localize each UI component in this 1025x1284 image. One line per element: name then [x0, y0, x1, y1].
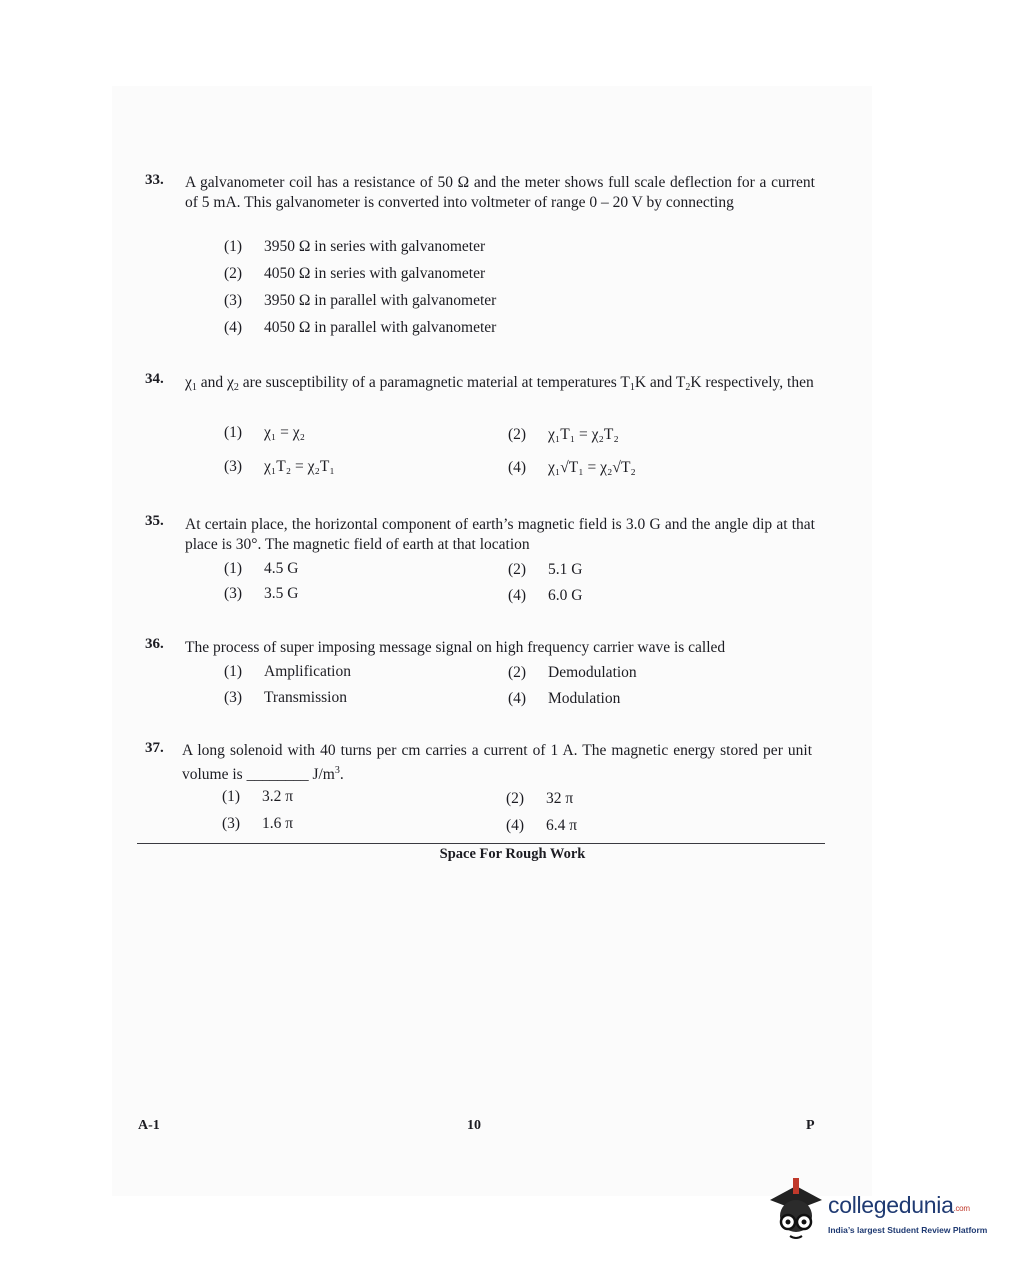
question-text: A long solenoid with 40 turns per cm carries a current of 1 A. The magnetic energy stored per unit volume is ________ $J/m^3$.: [182, 742, 812, 783]
option[interactable]: (3) 1.6 π: [222, 815, 294, 832]
brand-name: collegedunia.com: [828, 1192, 970, 1218]
page-number: 10: [467, 1118, 481, 1133]
option[interactable]: (4) 4050 Ω in parallel with galvanometer: [224, 319, 497, 336]
option[interactable]: (4) 6.4 π: [506, 817, 578, 834]
question-text: At certain place, the horizontal component of earth’s magnetic field is 3.0 G and the angle dip at that place is 30°. The magnetic field of earth at that location: [185, 516, 815, 553]
footer-set: P: [806, 1118, 815, 1133]
footer-code: A-1: [138, 1118, 160, 1133]
option[interactable]: (4) Modulation: [508, 690, 621, 707]
brand-tagline: India’s largest Student Review Platform: [828, 1225, 988, 1235]
option[interactable]: (3) χ₁T₂ = χ₂T₁: [224, 458, 335, 475]
question-number: 36.: [145, 636, 164, 652]
option[interactable]: (1) 3.2 π: [222, 788, 294, 805]
option[interactable]: (2) χ₁T₁ = χ₂T₂: [508, 426, 619, 443]
option[interactable]: (4) χ₁√T₁ = χ₂√T₂: [508, 459, 636, 476]
option[interactable]: (3) 3950 Ω in parallel with galvanometer: [224, 292, 497, 309]
option[interactable]: (1) 4.5 G: [224, 560, 299, 577]
question-text: The process of super imposing message signal on high frequency carrier wave is called: [185, 639, 726, 656]
question-text: A galvanometer coil has a resistance of 50 Ω and the meter shows full scale deflection for a current of 5 mA. This galvanometer is converted into voltmeter of range 0 – 20 V by connecting: [185, 174, 815, 211]
option[interactable]: (1) Amplification: [224, 663, 351, 680]
question-text: $\chi_1$ and $\chi_2$ are susceptibility of a paramagnetic material at temperatures $T_1K$ and $T_2K$ respectively, then: [185, 374, 814, 393]
question-number: 33.: [145, 172, 164, 188]
question-number: 35.: [145, 513, 164, 529]
option[interactable]: (1) 3950 Ω in series with galvanometer: [224, 238, 486, 255]
divider: [137, 843, 825, 844]
collegedunia-logo[interactable]: [766, 1178, 996, 1248]
mascot-icon: [766, 1178, 826, 1248]
option[interactable]: (2) 4050 Ω in series with galvanometer: [224, 265, 486, 282]
option[interactable]: (3) 3.5 G: [224, 585, 299, 602]
question-number: 37.: [145, 740, 164, 756]
option[interactable]: (2) 32 π: [506, 790, 574, 807]
option[interactable]: (4) 6.0 G: [508, 587, 583, 604]
option[interactable]: (2) Demodulation: [508, 664, 637, 681]
question-number: 34.: [145, 371, 164, 387]
option[interactable]: (3) Transmission: [224, 689, 347, 706]
option[interactable]: (2) 5.1 G: [508, 561, 583, 578]
rough-work-label: Space For Rough Work: [439, 846, 586, 862]
option[interactable]: (1) χ₁ = χ₂: [224, 424, 306, 441]
